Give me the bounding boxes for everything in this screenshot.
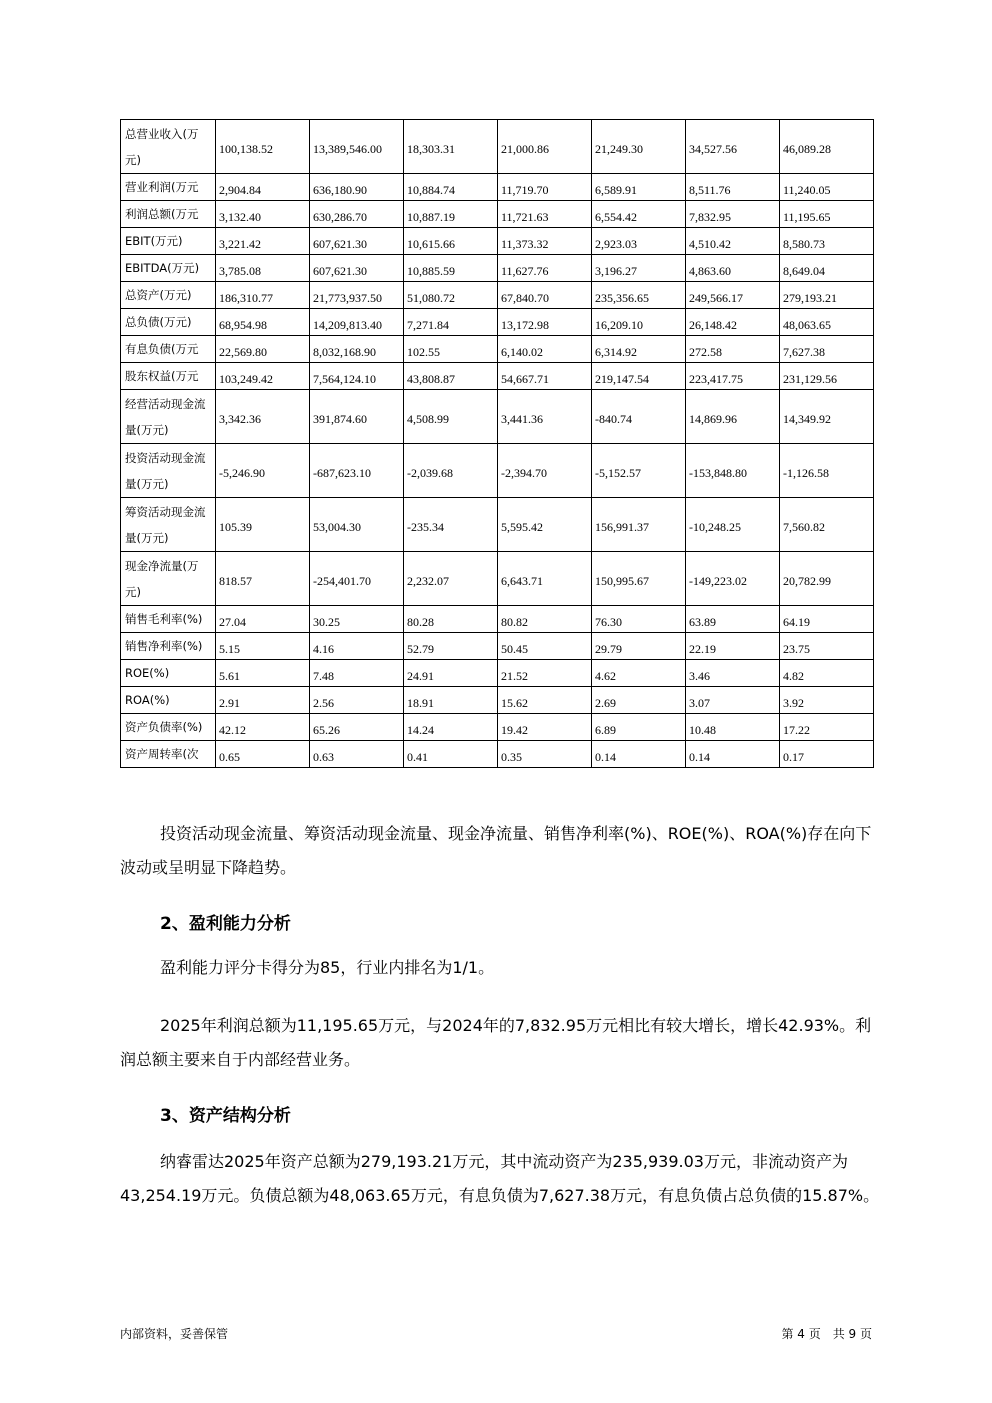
table-cell: 2.69: [592, 687, 686, 714]
table-cell: 5.15: [216, 633, 310, 660]
table-cell: 3,785.08: [216, 255, 310, 282]
table-cell: 272.58: [686, 336, 780, 363]
table-cell: 8,649.04: [780, 255, 874, 282]
table-cell: 19.42: [498, 714, 592, 741]
table-cell: 6,554.42: [592, 201, 686, 228]
table-cell: 105.39: [216, 498, 310, 552]
profit-total-paragraph: 2025年利润总额为11,195.65万元，与2024年的7,832.95万元相比有较大增长，增长42.93%。利润总额主要来自于内部经营业务。: [120, 1016, 872, 1069]
table-row: [121, 606, 874, 633]
table-cell: -840.74: [592, 390, 686, 444]
table-cell: 67,840.70: [498, 282, 592, 309]
table-cell: 0.63: [310, 741, 404, 768]
row-label: 总负债(万元): [121, 309, 216, 336]
table-row: [121, 336, 874, 363]
table-cell: -10,248.25: [686, 498, 780, 552]
row-label: EBIT(万元): [121, 228, 216, 255]
table-row: [121, 660, 874, 687]
financial-data-table: [120, 119, 874, 768]
table-cell: 391,874.60: [310, 390, 404, 444]
table-cell: 10.48: [686, 714, 780, 741]
table-cell: -235.34: [404, 498, 498, 552]
table-cell: 26,148.42: [686, 309, 780, 336]
table-row: [121, 309, 874, 336]
table-cell: 15.62: [498, 687, 592, 714]
row-label: 资产周转率(次: [121, 741, 216, 768]
table-cell: -2,039.68: [404, 444, 498, 498]
table-row: [121, 498, 874, 552]
table-cell: 279,193.21: [780, 282, 874, 309]
table-row: [121, 228, 874, 255]
table-cell: 3.07: [686, 687, 780, 714]
table-cell: -1,126.58: [780, 444, 874, 498]
section-2-heading: 2、盈利能力分析: [160, 914, 291, 934]
row-label: 总营业收入(万元): [121, 120, 216, 174]
table-row: [121, 363, 874, 390]
table-cell: 65.26: [310, 714, 404, 741]
table-cell: 76.30: [592, 606, 686, 633]
row-label: 销售净利率(%): [121, 633, 216, 660]
table-cell: 22,569.80: [216, 336, 310, 363]
table-cell: 630,286.70: [310, 201, 404, 228]
table-row: [121, 390, 874, 444]
table-cell: 4.82: [780, 660, 874, 687]
table-cell: 235,356.65: [592, 282, 686, 309]
table-cell: 80.82: [498, 606, 592, 633]
trend-paragraph: 投资活动现金流量、筹资活动现金流量、现金净流量、销售净利率(%)、ROE(%)、ROA(%)存在向下波动或呈明显下降趋势。: [120, 824, 872, 877]
table-cell: 102.55: [404, 336, 498, 363]
table-cell: 7,627.38: [780, 336, 874, 363]
table-cell: 11,240.05: [780, 174, 874, 201]
asset-structure-paragraph: 纳睿雷达2025年资产总额为279,193.21万元，其中流动资产为235,939.03万元，非流动资产为43,254.19万元。负债总额为48,063.65万元，有息负债为7,627.38万元，有息负债占总负债的15.87%。: [120, 1152, 880, 1205]
table-cell: 34,527.56: [686, 120, 780, 174]
table-cell: 30.25: [310, 606, 404, 633]
table-cell: 43,808.87: [404, 363, 498, 390]
table-cell: 0.65: [216, 741, 310, 768]
row-label: 营业利润(万元: [121, 174, 216, 201]
table-cell: -153,848.80: [686, 444, 780, 498]
table-cell: 11,719.70: [498, 174, 592, 201]
table-cell: 50.45: [498, 633, 592, 660]
table-cell: 80.28: [404, 606, 498, 633]
table-cell: 4,508.99: [404, 390, 498, 444]
table-cell: 4.62: [592, 660, 686, 687]
row-label: 利润总额(万元: [121, 201, 216, 228]
table-cell: 48,063.65: [780, 309, 874, 336]
table-cell: 3,342.36: [216, 390, 310, 444]
table-cell: 21.52: [498, 660, 592, 687]
table-body: [121, 120, 874, 768]
table-cell: 0.17: [780, 741, 874, 768]
row-label: ROE(%): [121, 660, 216, 687]
table-cell: 231,129.56: [780, 363, 874, 390]
table-cell: 53,004.30: [310, 498, 404, 552]
row-label: 现金净流量(万元): [121, 552, 216, 606]
table-cell: 8,032,168.90: [310, 336, 404, 363]
table-cell: 7,271.84: [404, 309, 498, 336]
table-cell: 52.79: [404, 633, 498, 660]
table-cell: 10,887.19: [404, 201, 498, 228]
table-cell: -254,401.70: [310, 552, 404, 606]
row-label: EBITDA(万元): [121, 255, 216, 282]
table-cell: 3,132.40: [216, 201, 310, 228]
table-cell: -687,623.10: [310, 444, 404, 498]
table-cell: 2.56: [310, 687, 404, 714]
table-cell: 223,417.75: [686, 363, 780, 390]
table-cell: -149,223.02: [686, 552, 780, 606]
table-cell: 5,595.42: [498, 498, 592, 552]
row-label: 经营活动现金流量(万元): [121, 390, 216, 444]
table-cell: 186,310.77: [216, 282, 310, 309]
table-cell: 4,510.42: [686, 228, 780, 255]
row-label: 资产负债率(%): [121, 714, 216, 741]
table-cell: 103,249.42: [216, 363, 310, 390]
row-label: 总资产(万元): [121, 282, 216, 309]
table-cell: 5.61: [216, 660, 310, 687]
table-row: [121, 201, 874, 228]
table-row: [121, 714, 874, 741]
table-cell: 42.12: [216, 714, 310, 741]
profitability-score-text: 盈利能力评分卡得分为85，行业内排名为1/1。: [160, 958, 495, 977]
table-cell: 219,147.54: [592, 363, 686, 390]
table-cell: 249,566.17: [686, 282, 780, 309]
table-cell: 10,615.66: [404, 228, 498, 255]
table-cell: 2,232.07: [404, 552, 498, 606]
table-cell: 14.24: [404, 714, 498, 741]
table-cell: 11,373.32: [498, 228, 592, 255]
footer-confidential-note: 内部资料，妥善保管: [120, 1327, 229, 1341]
table-cell: 51,080.72: [404, 282, 498, 309]
table-cell: 22.19: [686, 633, 780, 660]
table-row: [121, 633, 874, 660]
table-cell: 7,832.95: [686, 201, 780, 228]
table-cell: 100,138.52: [216, 120, 310, 174]
table-cell: 150,995.67: [592, 552, 686, 606]
section-3-heading: 3、资产结构分析: [160, 1106, 291, 1126]
table-cell: 6,140.02: [498, 336, 592, 363]
table-cell: 156,991.37: [592, 498, 686, 552]
table-row: [121, 255, 874, 282]
table-cell: 6.89: [592, 714, 686, 741]
table-cell: 14,209,813.40: [310, 309, 404, 336]
table-row: [121, 174, 874, 201]
table-cell: 0.41: [404, 741, 498, 768]
table-cell: 68,954.98: [216, 309, 310, 336]
table-cell: 3,441.36: [498, 390, 592, 444]
table-cell: 14,869.96: [686, 390, 780, 444]
table-cell: 18.91: [404, 687, 498, 714]
table-cell: 24.91: [404, 660, 498, 687]
table-cell: -5,246.90: [216, 444, 310, 498]
table-row: [121, 444, 874, 498]
table-cell: 0.14: [686, 741, 780, 768]
row-label: ROA(%): [121, 687, 216, 714]
table-cell: 8,511.76: [686, 174, 780, 201]
table-cell: 29.79: [592, 633, 686, 660]
table-cell: 2,904.84: [216, 174, 310, 201]
table-row: [121, 120, 874, 174]
table-cell: 2,923.03: [592, 228, 686, 255]
table-cell: 818.57: [216, 552, 310, 606]
table-cell: 46,089.28: [780, 120, 874, 174]
table-cell: 21,773,937.50: [310, 282, 404, 309]
table-cell: 6,314.92: [592, 336, 686, 363]
table-cell: 0.35: [498, 741, 592, 768]
table-cell: 16,209.10: [592, 309, 686, 336]
table-cell: 13,389,546.00: [310, 120, 404, 174]
table-cell: 13,172.98: [498, 309, 592, 336]
table-cell: 2.91: [216, 687, 310, 714]
table-cell: 636,180.90: [310, 174, 404, 201]
row-label: 有息负债(万元: [121, 336, 216, 363]
table-cell: 63.89: [686, 606, 780, 633]
table-cell: 3,196.27: [592, 255, 686, 282]
table-cell: 6,643.71: [498, 552, 592, 606]
table-cell: 20,782.99: [780, 552, 874, 606]
table-row: [121, 552, 874, 606]
table-cell: 7.48: [310, 660, 404, 687]
row-label: 股东权益(万元: [121, 363, 216, 390]
table-cell: -5,152.57: [592, 444, 686, 498]
table-cell: 27.04: [216, 606, 310, 633]
table-cell: 7,560.82: [780, 498, 874, 552]
table-cell: 4,863.60: [686, 255, 780, 282]
table-cell: 11,627.76: [498, 255, 592, 282]
table-cell: 54,667.71: [498, 363, 592, 390]
table-row: [121, 282, 874, 309]
table-cell: 3.46: [686, 660, 780, 687]
table-cell: 18,303.31: [404, 120, 498, 174]
table-cell: 3.92: [780, 687, 874, 714]
row-label: 销售毛利率(%): [121, 606, 216, 633]
row-label: 投资活动现金流量(万元): [121, 444, 216, 498]
table-cell: 21,000.86: [498, 120, 592, 174]
table-row: [121, 687, 874, 714]
table-cell: 10,884.74: [404, 174, 498, 201]
table-cell: 607,621.30: [310, 255, 404, 282]
table-cell: 4.16: [310, 633, 404, 660]
table-cell: 6,589.91: [592, 174, 686, 201]
table-cell: 607,621.30: [310, 228, 404, 255]
table-cell: 23.75: [780, 633, 874, 660]
table-cell: 21,249.30: [592, 120, 686, 174]
table-cell: 7,564,124.10: [310, 363, 404, 390]
table-row: [121, 741, 874, 768]
footer-page-number: 第 4 页 共 9 页: [781, 1327, 872, 1341]
table-cell: -2,394.70: [498, 444, 592, 498]
table-cell: 14,349.92: [780, 390, 874, 444]
table-cell: 11,195.65: [780, 201, 874, 228]
table-cell: 0.14: [592, 741, 686, 768]
table-cell: 64.19: [780, 606, 874, 633]
table-cell: 3,221.42: [216, 228, 310, 255]
table-cell: 11,721.63: [498, 201, 592, 228]
row-label: 筹资活动现金流量(万元): [121, 498, 216, 552]
table-cell: 17.22: [780, 714, 874, 741]
table-cell: 10,885.59: [404, 255, 498, 282]
table-cell: 8,580.73: [780, 228, 874, 255]
